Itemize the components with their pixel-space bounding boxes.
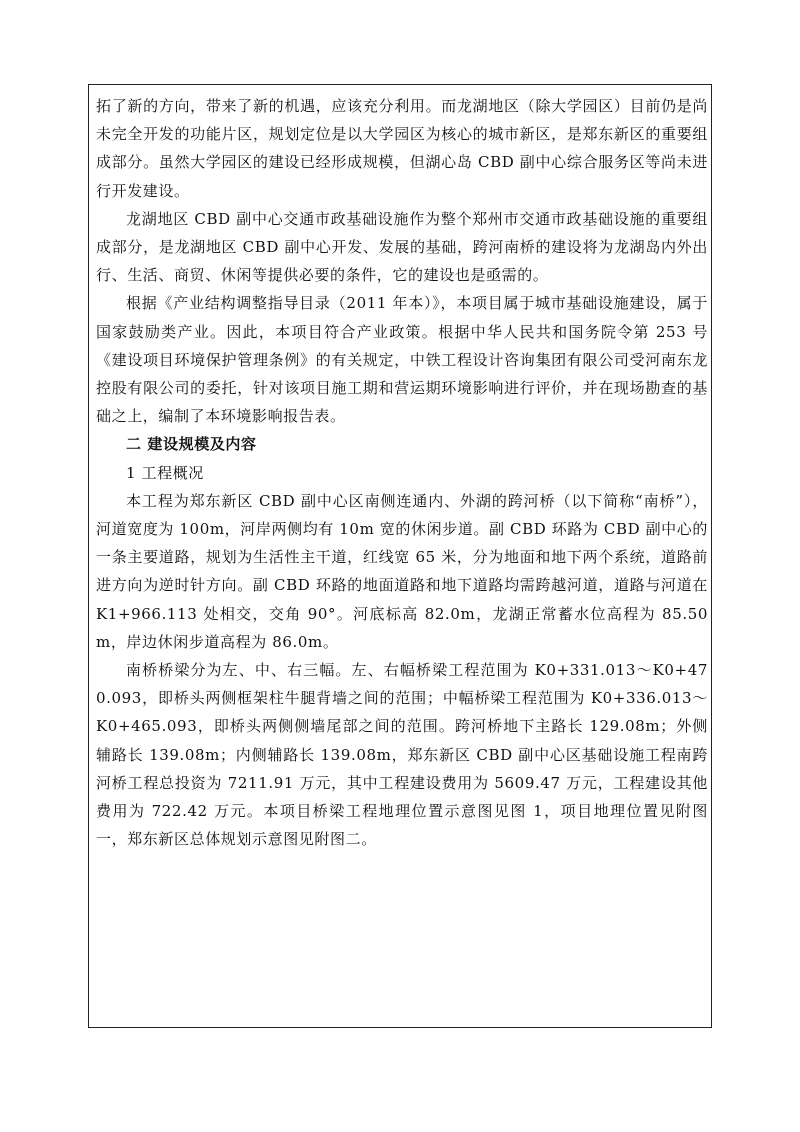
paragraph-continued: 拓了新的方向，带来了新的机遇，应该充分利用。而龙湖地区（除大学园区）目前仍是尚未完全开发的功能片区，规划定位是以大学园区为核心的城市新区，是郑东新区的重要组成部分。虽然大学园区的建设已经形成规模，但湖心岛 CBD 副中心综合服务区等尚未进行开发建设。 bbox=[96, 97, 708, 200]
paragraph-project-overview: 本工程为郑东新区 CBD 副中心区南侧连通内、外湖的跨河桥（以下简称“南桥”），河道宽度为 100m，河岸两侧均有 10m 宽的休闲步道。副 CBD 环路为 CBD 副中心的一条主要道路，规划为生活性主干道，红线宽 65 米，分为地面和地下两个系统，道路前进方向为逆时针方向。副 CBD 环路的地面道路和地下道路均需跨越河道，道路与河道在 K1+966.113 处相交，交角 90°。河底标高 82.0m，龙湖正常蓄水位高程为 85.50m，岸边休闲步道高程为 86.0m。 bbox=[96, 491, 708, 651]
paragraph-bridge-scope: 南桥桥梁分为左、中、右三幅。左、右幅桥梁工程范围为 K0+331.013～K0+470.093，即桥头两侧框架柱牛腿背墙之间的范围；中幅桥梁工程范围为 K0+336.013～K0+465.093，即桥头两侧侧墙尾部之间的范围。跨河桥地下主路长 129.08m；外侧辅路长 139.08m；内侧辅路长 139.08m，郑东新区 CBD 副中心区基础设施工程南跨河桥工程总投资为 7211.91 万元，其中工程建设费用为 5609.47 万元，工程建设其他费用为 722.42 万元。本项目桥梁工程地理位置示意图见图 1，项目地理位置见附图一，郑东新区总体规划示意图见附图二。 bbox=[96, 661, 708, 849]
section-heading: 二 建设规模及内容 bbox=[126, 435, 257, 454]
subsection-heading: 1 工程概况 bbox=[126, 463, 204, 482]
paragraph-industry-policy: 根据《产业结构调整指导目录（2011 年本）》，本项目属于城市基础设施建设，属于国家鼓励类产业。因此，本项目符合产业政策。根据中华人民共和国务院令第 253 号《建设项目环境保护管理条例》的有关规定，中铁工程设计咨询集团有限公司受河南东龙控股有限公司的委托，针对该项目施工期和营运期环境影响进行评价，并在现场勘查的基础之上，编制了本环境影响报告表。 bbox=[96, 294, 708, 426]
document-body bbox=[96, 92, 708, 853]
paragraph-cbd-infrastructure: 龙湖地区 CBD 副中心交通市政基础设施作为整个郑州市交通市政基础设施的重要组成部分，是龙湖地区 CBD 副中心开发、发展的基础，跨河南桥的建设将为龙湖岛内外出行、生活、商贸、休闲等提供必要的条件，它的建设也是亟需的。 bbox=[96, 209, 708, 285]
